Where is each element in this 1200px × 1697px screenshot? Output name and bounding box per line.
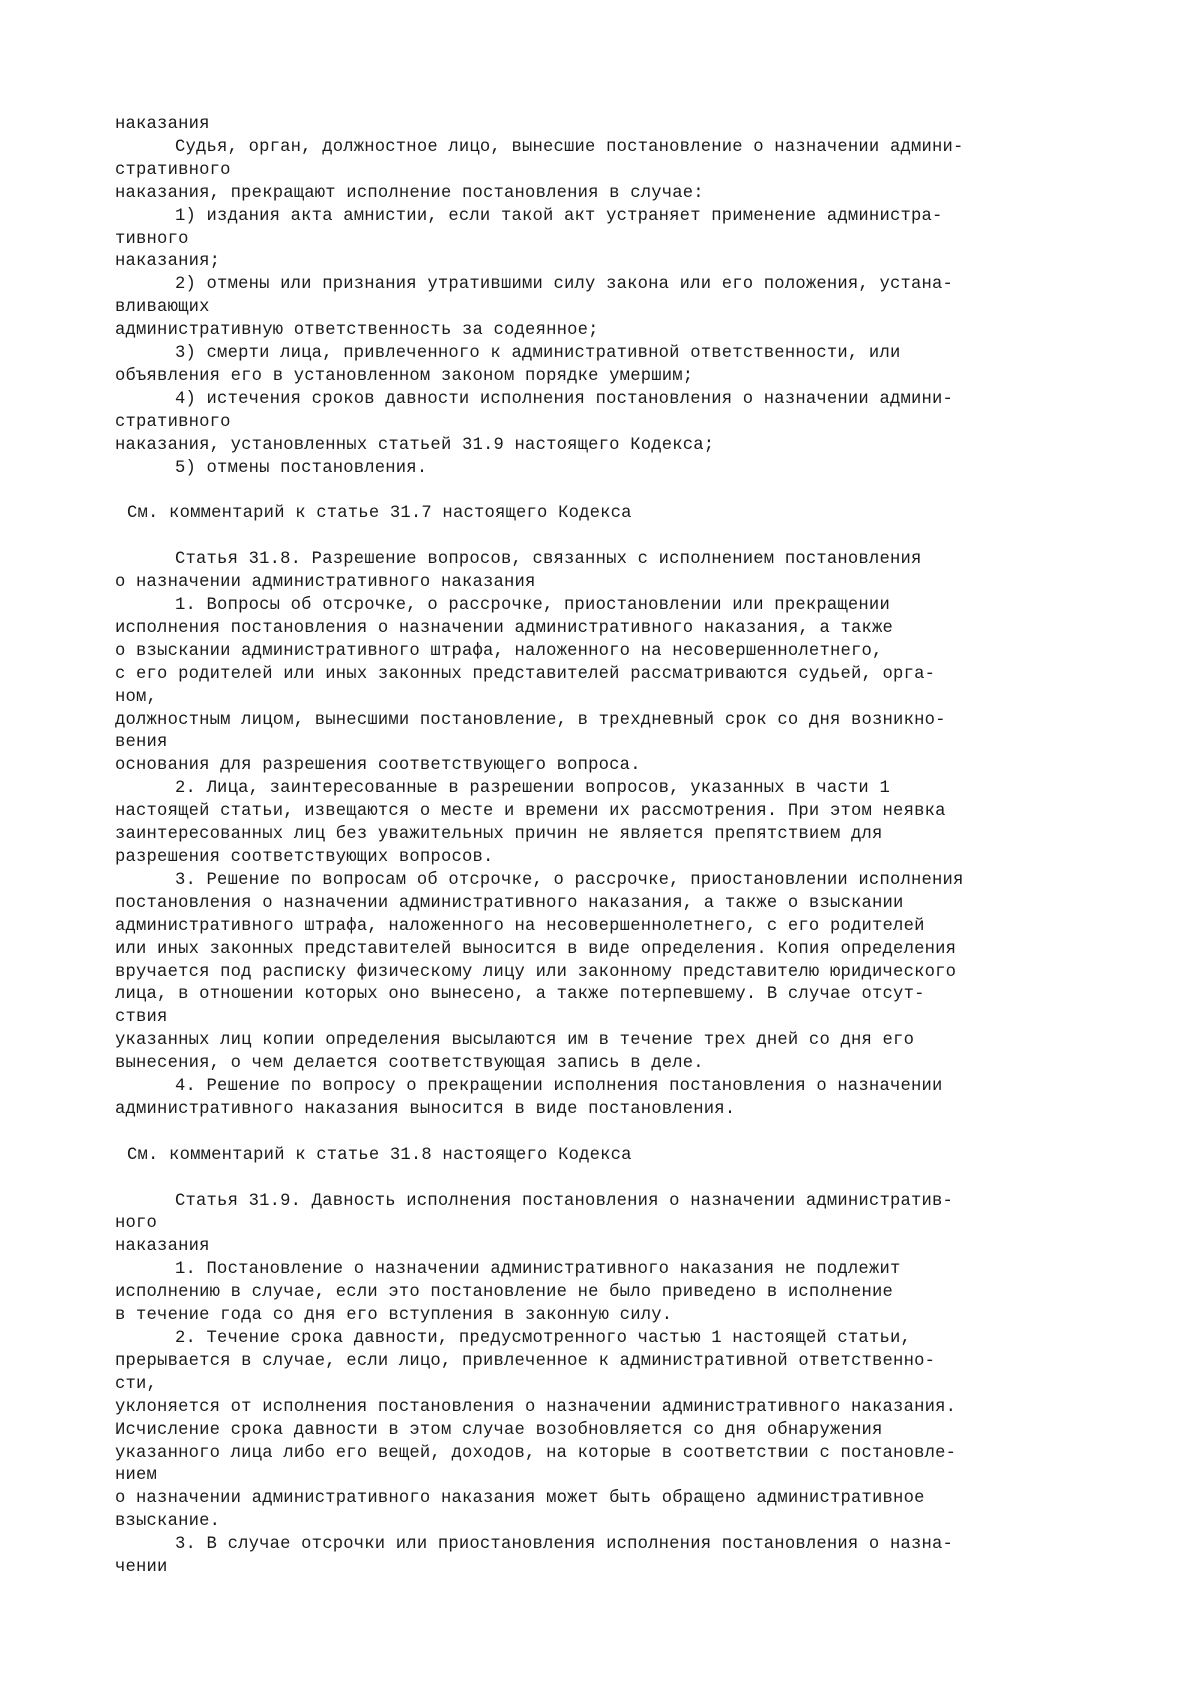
text-line: Исчисление срока давности в этом случае возобновляется со дня обнаружения (115, 1420, 883, 1440)
text-line: 2. Лица, заинтересованные в разрешении вопросов, указанных в части 1 (175, 779, 890, 799)
commentary-reference: См. комментарий к статье 31.7 настоящего Кодекса (127, 504, 632, 524)
text-line: 1. Постановление о назначении административного наказания не подлежит (175, 1260, 901, 1280)
text-line: с его родителей или иных законных представителей рассматриваются судьей, орга- (115, 664, 936, 684)
text-line: Судья, орган, должностное лицо, вынесшие постановление о назначении админи- (175, 137, 964, 157)
blank-line (115, 526, 1195, 549)
text-line: разрешения соответствующих вопросов. (115, 847, 494, 867)
text-line: 2. Течение срока давности, предусмотренного частью 1 настоящей статьи, (175, 1328, 911, 1348)
text-line: должностным лицом, вынесшими постановление, в трехдневный срок со дня возникно- (115, 710, 946, 730)
text-line: уклоняется от исполнения постановления о назначении административного наказания. (115, 1397, 957, 1417)
blank-line (115, 481, 1195, 504)
text-line: объявления его в установленном законом порядке умершим; (115, 366, 694, 386)
text-line: административного наказания выносится в виде постановления. (115, 1099, 736, 1119)
text-line: наказания, прекращают исполнение постановления в случае: (115, 183, 704, 203)
text-line: стративного (115, 412, 231, 432)
blank-line (115, 1122, 1195, 1145)
text-line: исполнения постановления о назначении административного наказания, а также (115, 618, 894, 638)
text-line: вливающих (115, 298, 210, 318)
text-line: наказания (115, 115, 210, 134)
text-line: лица, в отношении которых оно вынесено, а также потерпевшему. В случае отсут- (115, 985, 925, 1005)
text-line: 3. В случае отсрочки или приостановления исполнения постановления о назна- (175, 1535, 954, 1555)
text-line: вения (115, 733, 168, 753)
text-line: 1. Вопросы об отсрочке, о рассрочке, приостановлении или прекращении (175, 596, 890, 615)
text-line: взыскание. (115, 1512, 221, 1532)
text-line: основания для разрешения соответствующего вопроса. (115, 756, 641, 776)
text-line: наказания; (115, 252, 221, 272)
text-line: указанных лиц копии определения высылаются им в течение трех дней со дня его (115, 1031, 915, 1051)
document-page (115, 114, 1195, 1580)
text-line: 3) смерти лица, привлеченного к административной ответственности, или (175, 344, 901, 364)
text-line: прерывается в случае, если лицо, привлеченное к административной ответственно- (115, 1351, 936, 1371)
text-line: ствия (115, 1008, 168, 1028)
text-line: ного (115, 1214, 158, 1234)
text-line: в течение года со дня его вступления в законную силу. (115, 1306, 673, 1326)
text-line: ном, (115, 687, 158, 707)
text-line: чении (115, 1558, 168, 1578)
article-heading: Статья 31.8. Разрешение вопросов, связанных с исполнением постановления (175, 550, 922, 570)
text-line: 3. Решение по вопросам об отсрочке, о рассрочке, приостановлении исполнения (175, 870, 964, 890)
text-line: 4. Решение по вопросу о прекращении исполнения постановления о назначении (175, 1077, 943, 1097)
article-heading: Статья 31.9. Давность исполнения постановления о назначении административ- (175, 1191, 954, 1211)
text-line: настоящей статьи, извещаются о месте и времени их рассмотрения. При этом неявка (115, 802, 946, 822)
text-line: заинтересованных лиц без уважительных причин не является препятствием для (115, 825, 883, 845)
text-line: 2) отмены или признания утратившими силу закона или его положения, устана- (175, 275, 954, 295)
text-line: постановления о назначении административного наказания, а также о взыскании (115, 893, 904, 913)
text-line: или иных законных представителей выносится в виде определения. Копия определения (115, 939, 957, 959)
text-line: исполнению в случае, если это постановление не было приведено в исполнение (115, 1283, 894, 1303)
text-line: о назначении административного наказания (115, 573, 536, 593)
text-line: указанного лица либо его вещей, доходов, на которые в соответствии с постановле- (115, 1443, 957, 1463)
text-line: тивного (115, 229, 189, 249)
text-line: о назначении административного наказания может быть обращено административное (115, 1489, 925, 1509)
text-line: о взыскании административного штрафа, наложенного на несовершеннолетнего, (115, 641, 883, 661)
text-line: наказания, установленных статьей 31.9 настоящего Кодекса; (115, 435, 715, 455)
text-line: нием (115, 1466, 158, 1486)
text-line: вручается под расписку физическому лицу или законному представителю юридического (115, 962, 957, 982)
text-line: административного штрафа, наложенного на несовершеннолетнего, с его родителей (115, 916, 925, 936)
blank-line (115, 1168, 1195, 1191)
text-line: стративного (115, 160, 231, 180)
text-line: сти, (115, 1374, 158, 1394)
text-line: 5) отмены постановления. (175, 458, 428, 478)
commentary-reference: См. комментарий к статье 31.8 настоящего Кодекса (127, 1145, 632, 1165)
text-line: наказания (115, 1237, 210, 1257)
text-line: вынесения, о чем делается соответствующая запись в деле. (115, 1054, 704, 1074)
text-line: 4) истечения сроков давности исполнения постановления о назначении админи- (175, 389, 954, 409)
text-line: административную ответственность за содеянное; (115, 321, 599, 341)
text-line: 1) издания акта амнистии, если такой акт устраняет применение администра- (175, 206, 943, 226)
